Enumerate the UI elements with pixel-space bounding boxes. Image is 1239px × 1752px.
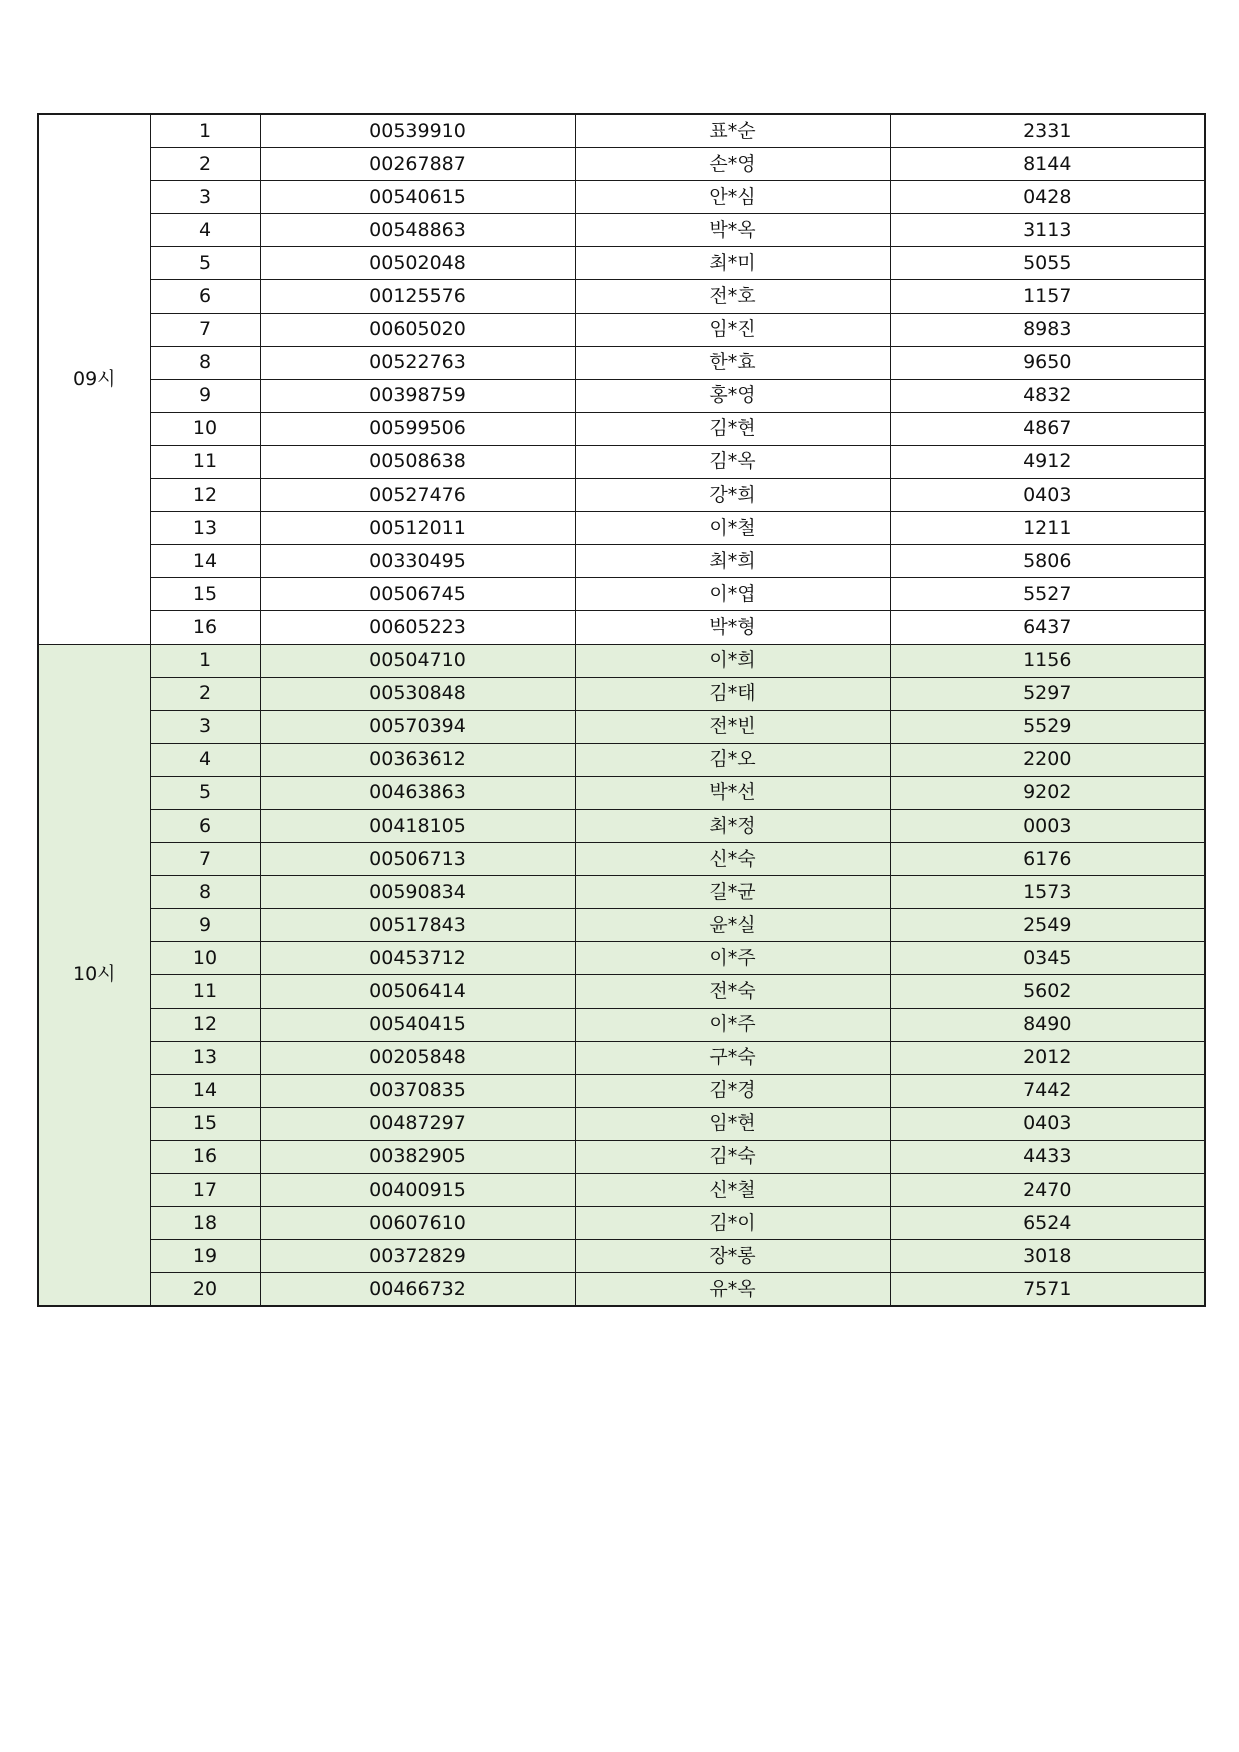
member-id: 00506745 <box>260 578 575 611</box>
row-number: 3 <box>150 710 260 743</box>
member-id: 00382905 <box>260 1140 575 1173</box>
masked-name: 신*숙 <box>575 843 890 876</box>
member-id: 00517843 <box>260 909 575 942</box>
row-number: 1 <box>150 644 260 677</box>
member-id: 00267887 <box>260 148 575 181</box>
phone-last-digits: 2549 <box>890 909 1205 942</box>
table-row <box>38 743 1205 776</box>
member-id: 00370835 <box>260 1074 575 1107</box>
phone-last-digits: 4832 <box>890 379 1205 412</box>
row-number: 9 <box>150 909 260 942</box>
member-id: 00599506 <box>260 412 575 445</box>
member-id: 00540615 <box>260 181 575 214</box>
table-row <box>38 346 1205 379</box>
member-id: 00527476 <box>260 479 575 512</box>
masked-name: 김*현 <box>575 412 890 445</box>
row-number: 16 <box>150 1140 260 1173</box>
phone-last-digits: 9202 <box>890 776 1205 809</box>
row-number: 4 <box>150 743 260 776</box>
phone-last-digits: 5806 <box>890 545 1205 578</box>
phone-last-digits: 3018 <box>890 1240 1205 1273</box>
member-id: 00508638 <box>260 445 575 478</box>
row-number: 11 <box>150 975 260 1008</box>
member-id: 00205848 <box>260 1041 575 1074</box>
table-row <box>38 1273 1205 1307</box>
row-number: 8 <box>150 876 260 909</box>
table-row <box>38 809 1205 842</box>
table-row <box>38 512 1205 545</box>
row-number: 6 <box>150 809 260 842</box>
phone-last-digits: 1573 <box>890 876 1205 909</box>
phone-last-digits: 8490 <box>890 1008 1205 1041</box>
row-number: 20 <box>150 1273 260 1307</box>
row-number: 9 <box>150 379 260 412</box>
masked-name: 표*순 <box>575 114 890 148</box>
table-row <box>38 677 1205 710</box>
masked-name: 이*주 <box>575 942 890 975</box>
member-id: 00453712 <box>260 942 575 975</box>
member-id: 00590834 <box>260 876 575 909</box>
masked-name: 김*태 <box>575 677 890 710</box>
masked-name: 홍*영 <box>575 379 890 412</box>
row-number: 11 <box>150 445 260 478</box>
phone-last-digits: 6524 <box>890 1207 1205 1240</box>
table-row <box>38 412 1205 445</box>
row-number: 17 <box>150 1174 260 1207</box>
row-number: 3 <box>150 181 260 214</box>
member-id: 00487297 <box>260 1107 575 1140</box>
phone-last-digits: 7571 <box>890 1273 1205 1307</box>
member-id: 00330495 <box>260 545 575 578</box>
table-row <box>38 148 1205 181</box>
phone-last-digits: 6437 <box>890 611 1205 644</box>
row-number: 5 <box>150 776 260 809</box>
masked-name: 안*심 <box>575 181 890 214</box>
table-row <box>38 1041 1205 1074</box>
table-row <box>38 909 1205 942</box>
member-id: 00398759 <box>260 379 575 412</box>
member-id: 00363612 <box>260 743 575 776</box>
member-id: 00530848 <box>260 677 575 710</box>
table-row <box>38 214 1205 247</box>
phone-last-digits: 4867 <box>890 412 1205 445</box>
phone-last-digits: 1211 <box>890 512 1205 545</box>
hour-group <box>38 114 1205 644</box>
phone-last-digits: 2470 <box>890 1174 1205 1207</box>
masked-name: 이*철 <box>575 512 890 545</box>
masked-name: 김*오 <box>575 743 890 776</box>
masked-name: 장*롱 <box>575 1240 890 1273</box>
member-id: 00504710 <box>260 644 575 677</box>
phone-last-digits: 3113 <box>890 214 1205 247</box>
table-row <box>38 181 1205 214</box>
masked-name: 김*경 <box>575 1074 890 1107</box>
member-id: 00466732 <box>260 1273 575 1307</box>
masked-name: 최*정 <box>575 809 890 842</box>
phone-last-digits: 1156 <box>890 644 1205 677</box>
phone-last-digits: 2200 <box>890 743 1205 776</box>
table-row <box>38 247 1205 280</box>
phone-last-digits: 5297 <box>890 677 1205 710</box>
row-number: 15 <box>150 1107 260 1140</box>
masked-name: 전*빈 <box>575 710 890 743</box>
table-row <box>38 545 1205 578</box>
hour-label: 10시 <box>38 644 150 1306</box>
phone-last-digits: 5527 <box>890 578 1205 611</box>
phone-last-digits: 4912 <box>890 445 1205 478</box>
table-row <box>38 313 1205 346</box>
masked-name: 전*숙 <box>575 975 890 1008</box>
row-number: 7 <box>150 313 260 346</box>
table-row <box>38 1240 1205 1273</box>
masked-name: 임*진 <box>575 313 890 346</box>
table-row <box>38 1107 1205 1140</box>
row-number: 2 <box>150 148 260 181</box>
table-row <box>38 1008 1205 1041</box>
masked-name: 임*현 <box>575 1107 890 1140</box>
table-row <box>38 1140 1205 1173</box>
row-number: 16 <box>150 611 260 644</box>
row-number: 12 <box>150 1008 260 1041</box>
masked-name: 유*옥 <box>575 1273 890 1307</box>
row-number: 13 <box>150 1041 260 1074</box>
member-id: 00400915 <box>260 1174 575 1207</box>
phone-last-digits: 0345 <box>890 942 1205 975</box>
row-number: 12 <box>150 479 260 512</box>
masked-name: 길*균 <box>575 876 890 909</box>
masked-name: 한*효 <box>575 346 890 379</box>
member-id: 00463863 <box>260 776 575 809</box>
table-row <box>38 479 1205 512</box>
table-row <box>38 379 1205 412</box>
member-id: 00570394 <box>260 710 575 743</box>
table-row <box>38 942 1205 975</box>
member-id: 00605020 <box>260 313 575 346</box>
phone-last-digits: 5529 <box>890 710 1205 743</box>
masked-name: 최*희 <box>575 545 890 578</box>
member-id: 00605223 <box>260 611 575 644</box>
masked-name: 전*호 <box>575 280 890 313</box>
row-number: 6 <box>150 280 260 313</box>
masked-name: 이*엽 <box>575 578 890 611</box>
phone-last-digits: 7442 <box>890 1074 1205 1107</box>
hour-label: 09시 <box>38 114 150 644</box>
phone-last-digits: 9650 <box>890 346 1205 379</box>
row-number: 10 <box>150 412 260 445</box>
phone-last-digits: 4433 <box>890 1140 1205 1173</box>
table-row <box>38 445 1205 478</box>
table-row <box>38 611 1205 644</box>
row-number: 14 <box>150 1074 260 1107</box>
table-row <box>38 776 1205 809</box>
hour-group <box>38 644 1205 1306</box>
masked-name: 신*철 <box>575 1174 890 1207</box>
phone-last-digits: 0403 <box>890 479 1205 512</box>
row-number: 14 <box>150 545 260 578</box>
phone-last-digits: 2012 <box>890 1041 1205 1074</box>
phone-last-digits: 1157 <box>890 280 1205 313</box>
row-number: 13 <box>150 512 260 545</box>
member-id: 00506713 <box>260 843 575 876</box>
masked-name: 김*옥 <box>575 445 890 478</box>
row-number: 2 <box>150 677 260 710</box>
phone-last-digits: 0428 <box>890 181 1205 214</box>
masked-name: 김*이 <box>575 1207 890 1240</box>
masked-name: 이*주 <box>575 1008 890 1041</box>
masked-name: 김*숙 <box>575 1140 890 1173</box>
masked-name: 박*옥 <box>575 214 890 247</box>
masked-name: 박*형 <box>575 611 890 644</box>
table-row <box>38 114 1205 148</box>
table-row <box>38 843 1205 876</box>
table-row <box>38 876 1205 909</box>
member-id: 00607610 <box>260 1207 575 1240</box>
table-row <box>38 578 1205 611</box>
member-id: 00522763 <box>260 346 575 379</box>
row-number: 18 <box>150 1207 260 1240</box>
table-row <box>38 975 1205 1008</box>
member-id: 00512011 <box>260 512 575 545</box>
row-number: 15 <box>150 578 260 611</box>
masked-name: 이*희 <box>575 644 890 677</box>
row-number: 8 <box>150 346 260 379</box>
member-id: 00548863 <box>260 214 575 247</box>
masked-name: 손*영 <box>575 148 890 181</box>
phone-last-digits: 5602 <box>890 975 1205 1008</box>
member-id: 00125576 <box>260 280 575 313</box>
masked-name: 최*미 <box>575 247 890 280</box>
member-id: 00502048 <box>260 247 575 280</box>
phone-last-digits: 8983 <box>890 313 1205 346</box>
masked-name: 구*숙 <box>575 1041 890 1074</box>
row-number: 4 <box>150 214 260 247</box>
member-id: 00539910 <box>260 114 575 148</box>
masked-name: 강*희 <box>575 479 890 512</box>
table-row <box>38 1207 1205 1240</box>
masked-name: 박*선 <box>575 776 890 809</box>
winner-table <box>37 113 1206 1307</box>
table-row <box>38 280 1205 313</box>
phone-last-digits: 5055 <box>890 247 1205 280</box>
phone-last-digits: 2331 <box>890 114 1205 148</box>
masked-name: 윤*실 <box>575 909 890 942</box>
table-row <box>38 1174 1205 1207</box>
table-row <box>38 1074 1205 1107</box>
phone-last-digits: 6176 <box>890 843 1205 876</box>
phone-last-digits: 0003 <box>890 809 1205 842</box>
phone-last-digits: 8144 <box>890 148 1205 181</box>
row-number: 5 <box>150 247 260 280</box>
member-id: 00506414 <box>260 975 575 1008</box>
member-id: 00540415 <box>260 1008 575 1041</box>
member-id: 00372829 <box>260 1240 575 1273</box>
row-number: 10 <box>150 942 260 975</box>
member-id: 00418105 <box>260 809 575 842</box>
table-row <box>38 644 1205 677</box>
table-row <box>38 710 1205 743</box>
row-number: 19 <box>150 1240 260 1273</box>
row-number: 7 <box>150 843 260 876</box>
phone-last-digits: 0403 <box>890 1107 1205 1140</box>
row-number: 1 <box>150 114 260 148</box>
